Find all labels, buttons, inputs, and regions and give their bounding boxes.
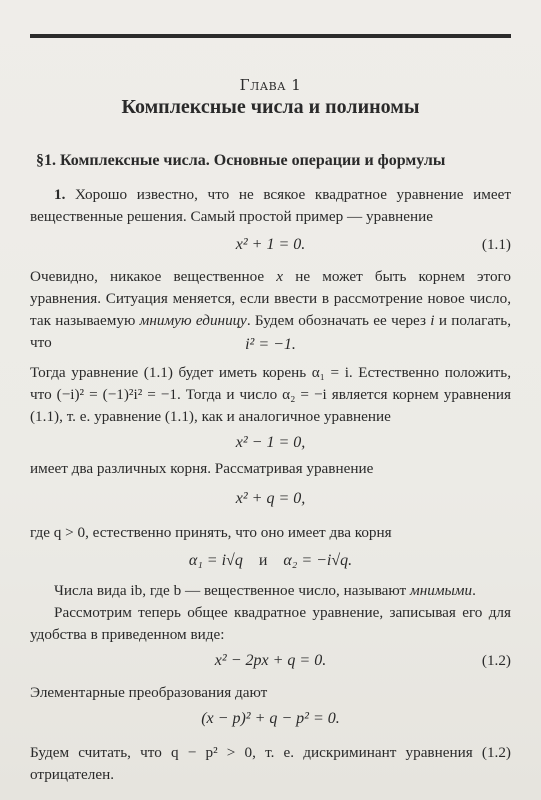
equation-1-2-number: (1.2) <box>481 652 511 669</box>
paragraph-6-period: . <box>472 582 476 599</box>
paragraph-8: Элементарные преобразования дают <box>30 684 268 701</box>
paragraph-4: имеет два различных корня. Рассматривая уравнение <box>30 460 374 477</box>
paragraph-6 <box>30 580 511 602</box>
equation-1-1: x² + 1 = 0. <box>235 236 306 253</box>
emphasis-imaginary: мнимыми <box>410 582 473 599</box>
chapter-label: Глава 1 <box>239 76 302 94</box>
chapter-title: Комплексные числа и полиномы <box>121 96 420 118</box>
variable-x: x <box>276 268 284 285</box>
equation-1-1-number: (1.1) <box>481 236 511 253</box>
paragraph-3: Тогда уравнение (1.1) будет иметь корень α₁ = i. Естественно положить, что (−i)² = (−1)²i² = −1. Тогда и число α₂ = −i является корнем уравнения (1.1), т. е. уравнение (1.1), как и аналогичное уравнение <box>30 364 511 425</box>
equation-i-squared: i² = −1. <box>245 336 296 353</box>
variable-i: i <box>430 312 435 329</box>
equation-x-squared-plus-q: x² + q = 0, <box>235 490 306 507</box>
paragraph-2-text-d: и полагать, что <box>30 312 512 351</box>
paragraph-7: Рассмотрим теперь общее квадратное уравнение, записывая его для удобства в приведенном виде: <box>30 604 511 643</box>
equation-1-2: x² − 2px + q = 0. <box>214 652 327 669</box>
paragraph-1-text: Хорошо известно, что не всякое квадратное уравнение имеет вещественные решения. Самый простой пример — уравнение <box>30 186 511 225</box>
paragraph-6-text: Числа вида ib, где b — вещественное число, называют <box>54 582 407 599</box>
equation-transformed: (x − p)² + q − p² = 0. <box>201 710 340 727</box>
section-heading: §1. Комплексные числа. Основные операции и формулы <box>36 152 446 169</box>
header-rule <box>30 34 511 38</box>
root-alpha-1: α₁ = i√q <box>188 552 243 569</box>
equation-roots <box>30 552 511 570</box>
paragraph-number: 1. <box>54 186 66 203</box>
paragraph-1 <box>30 184 511 228</box>
paragraph-9: Будем считать, что q − p² > 0, т. е. дискриминант уравнения (1.2) отрицателен. <box>30 744 511 783</box>
equation-x-squared-minus-one: x² − 1 = 0, <box>235 434 306 451</box>
emphasis-imaginary-unit: мнимую единицу <box>139 312 247 329</box>
paragraph-5: где q > 0, естественно принять, что оно имеет два корня <box>30 524 392 541</box>
conjunction-and: и <box>258 552 268 569</box>
paragraph-2-text-a: Очевидно, никакое вещественное <box>30 268 265 285</box>
root-alpha-2: α₂ = −i√q. <box>283 552 353 569</box>
paragraph-2-text-c: . Будем обозначать ее через <box>246 312 426 329</box>
paragraph-2-text-b: не может быть корнем этого уравнения. Ситуация меняется, если ввести в рассмотрение новое число, так называемую <box>30 268 511 329</box>
